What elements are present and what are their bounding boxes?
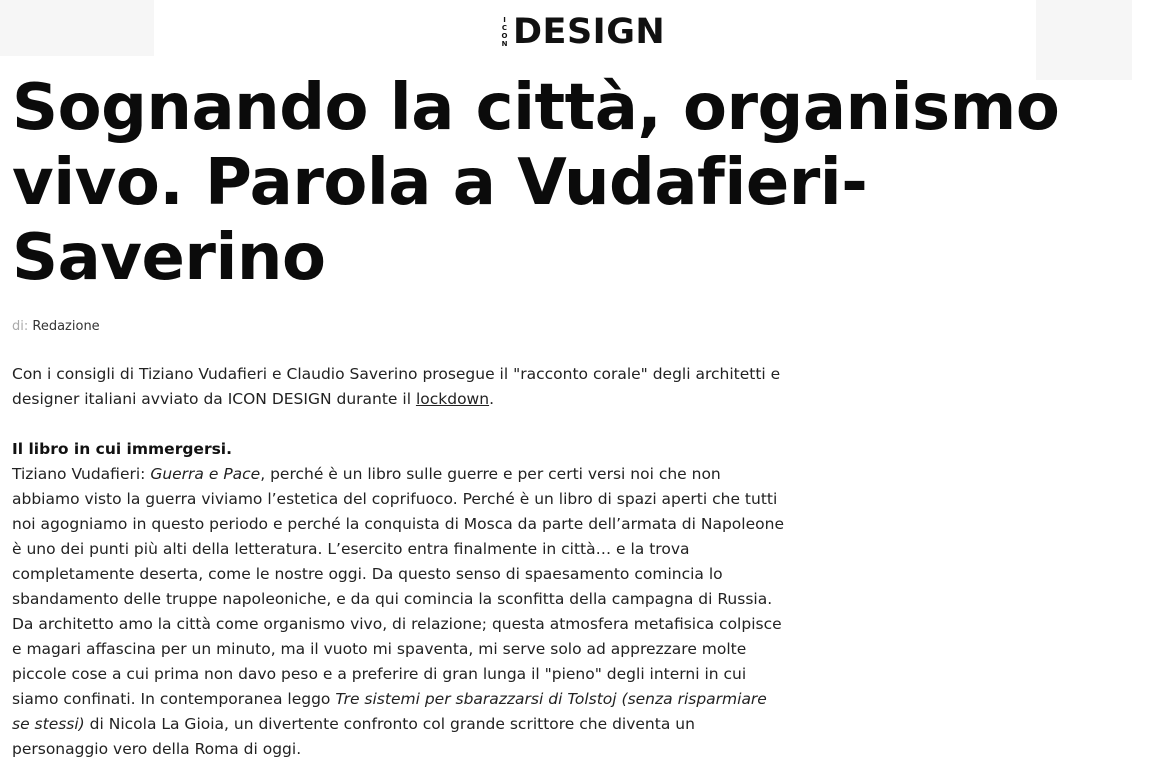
byline-prefix: di: bbox=[12, 319, 29, 334]
speaker-label: Tiziano Vudafieri: bbox=[12, 465, 151, 483]
book-title-2: Tre sistemi per sbarazzarsi di Tolstoj (senza risparmiare se stessi) bbox=[12, 690, 767, 733]
ad-placeholder-right bbox=[1036, 0, 1132, 80]
ad-placeholder-left bbox=[0, 0, 154, 56]
lockdown-link[interactable]: lockdown bbox=[415, 390, 490, 408]
byline-author[interactable]: Redazione bbox=[32, 319, 100, 334]
book-title-1: Guerra e Pace bbox=[150, 465, 261, 483]
byline bbox=[12, 318, 100, 336]
logo-wordmark: DESIGN bbox=[513, 12, 666, 52]
article-title: Sognando la città, organismo vivo. Parola a Vudafieri-Saverino bbox=[12, 71, 1060, 295]
section-heading: Il libro in cui immergersi. bbox=[12, 440, 233, 458]
section-paragraph: Tiziano Vudafieri: Guerra e Pace, perché è un libro sulle guerre e per certi versi noi che non abbiamo visto la guerra viviamo l’estetica del coprifuoco. Perché è un libro di spazi aperti che tutti noi agogniamo in questo periodo e perché la conquista di Mosca da parte dell’armata di Napoleone è uno dei punti più alti della letteratura. L’esercito entra finalmente in città… e la trova completamente deserta, come le nostre oggi. Da questo senso di spaesamento comincia lo sbandamento delle truppe napoleoniche, e da qui comincia la sconfitta della campagna di Russia. Da architetto amo la città come organismo vivo, di relazione; questa atmosfera metafisica colpisce e magari affascina per un minuto, ma il vuoto mi spaventa, mi serve solo ad apprezzare molte piccole cose a cui prima non davo peso e a preferire di gran lunga il "pieno" degli interni in cui siamo confinati. In contemporanea leggo Tre sistemi per sbarazzarsi di Tolstoj (senza risparmiare se stessi) di Nicola La Gioia, un divertente confronto col grande scrittore che diventa un personaggio vero della Roma di oggi. bbox=[12, 465, 784, 758]
article-body bbox=[12, 362, 787, 762]
icon-design-logo[interactable] bbox=[500, 12, 665, 52]
logo-icon-vertical-text: I C O N bbox=[501, 16, 508, 48]
intro-paragraph: Con i consigli di Tiziano Vudafieri e Claudio Saverino prosegue il "racconto corale" degli architetti e designer italiani avviato da ICON DESIGN durante il lockdown. bbox=[12, 365, 781, 408]
